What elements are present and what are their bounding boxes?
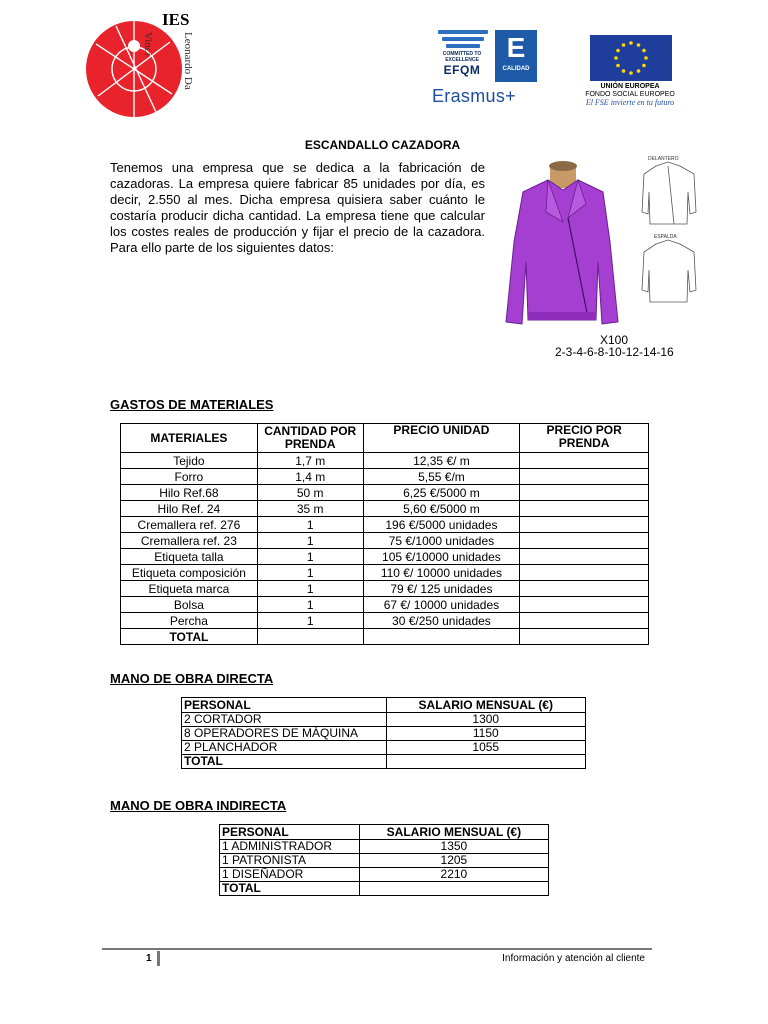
personal-cell: 2 PLANCHADOR <box>182 741 387 755</box>
eu-line-2: FONDO SOCIAL EUROPEO <box>585 91 675 98</box>
material-unit-price: 67 €/ 10000 unidades <box>363 597 520 613</box>
material-name: Etiqueta composición <box>121 565 258 581</box>
table-row <box>121 469 649 485</box>
material-unit-price: 12,35 €/ m <box>363 453 520 469</box>
total-label: TOTAL <box>182 755 387 769</box>
material-name: Etiqueta talla <box>121 549 258 565</box>
erasmus-logo: Erasmus+ <box>432 86 516 106</box>
salary-cell: 1150 <box>386 727 585 741</box>
total-label: TOTAL <box>220 882 360 896</box>
direct-labor-table <box>181 697 586 769</box>
footer-rule <box>102 948 652 950</box>
eu-star-icon <box>644 56 648 60</box>
material-garment-price <box>520 453 649 469</box>
table-row <box>121 533 649 549</box>
material-quantity: 1 <box>257 533 363 549</box>
eu-star-icon <box>614 56 618 60</box>
personal-cell: 8 OPERADORES DE MÁQUINA <box>182 727 387 741</box>
model-code: X100 <box>600 333 629 347</box>
personal-cell: 1 DISEÑADOR <box>220 868 360 882</box>
document-title: ESCANDALLO CAZADORA <box>304 138 461 152</box>
table-row <box>121 517 649 533</box>
material-quantity: 1 <box>257 565 363 581</box>
table-row <box>220 868 549 882</box>
indirect-labor-table <box>219 824 549 896</box>
jacket-image <box>498 152 698 332</box>
material-name: Hilo Ref. 24 <box>121 501 258 517</box>
material-garment-price <box>520 613 649 629</box>
calidad-letter: E <box>506 32 526 63</box>
material-garment-price <box>520 597 649 613</box>
eu-star-icon <box>629 71 633 75</box>
total-cell <box>257 629 363 645</box>
personal-cell: 2 CORTADOR <box>182 713 387 727</box>
material-unit-price: 105 €/10000 unidades <box>363 549 520 565</box>
eu-star-icon <box>642 64 646 68</box>
indirect-labor-heading: MANO DE OBRA INDIRECTA <box>110 798 287 813</box>
eu-star-icon <box>637 69 641 73</box>
salary-cell: 1055 <box>386 741 585 755</box>
material-garment-price <box>520 517 649 533</box>
page-number: 1 <box>146 953 152 964</box>
total-row <box>182 755 586 769</box>
material-quantity: 35 m <box>257 501 363 517</box>
material-name: Cremallera ref. 276 <box>121 517 258 533</box>
table-row <box>182 741 586 755</box>
total-cell <box>359 882 548 896</box>
total-cell <box>386 755 585 769</box>
eu-star-icon <box>622 69 626 73</box>
efqm-text: EFQM <box>443 63 481 77</box>
material-quantity: 50 m <box>257 485 363 501</box>
material-name: Tejido <box>121 453 258 469</box>
material-unit-price: 110 €/ 10000 unidades <box>363 565 520 581</box>
table-row <box>220 840 549 854</box>
material-quantity: 1 <box>257 517 363 533</box>
col-header-materials: MATERIALES <box>121 424 258 453</box>
material-quantity: 1,4 m <box>257 469 363 485</box>
material-unit-price: 79 €/ 125 unidades <box>363 581 520 597</box>
eu-star-icon <box>637 43 641 47</box>
material-name: Etiqueta marca <box>121 581 258 597</box>
material-name: Bolsa <box>121 597 258 613</box>
table-row <box>121 453 649 469</box>
table-row <box>121 597 649 613</box>
eu-flag-icon <box>590 35 672 81</box>
efqm-logo <box>432 30 492 82</box>
col-header-quantity: CANTIDAD POR PRENDA <box>257 424 363 453</box>
efqm-small-text: COMMITTED TO EXCELLENCE <box>442 51 482 63</box>
eu-star-icon <box>642 49 646 53</box>
salary-cell: 1300 <box>386 713 585 727</box>
table-row <box>121 549 649 565</box>
table-row <box>182 727 586 741</box>
school-name: Leonardo Da Vinci <box>142 32 194 90</box>
col-header-personal: PERSONAL <box>182 698 387 713</box>
material-quantity: 1 <box>257 581 363 597</box>
total-row <box>121 629 649 645</box>
eu-star-icon <box>616 49 620 53</box>
table-row <box>121 485 649 501</box>
col-header-personal: PERSONAL <box>220 825 360 840</box>
material-garment-price <box>520 469 649 485</box>
material-name: Percha <box>121 613 258 629</box>
calidad-logo <box>495 30 537 82</box>
material-garment-price <box>520 501 649 517</box>
back-label: ESPALDA <box>654 234 677 240</box>
material-quantity: 1 <box>257 549 363 565</box>
material-unit-price: 75 €/1000 unidades <box>363 533 520 549</box>
material-quantity: 1 <box>257 597 363 613</box>
personal-cell: 1 ADMINISTRADOR <box>220 840 360 854</box>
footer-text: Información y atención al cliente <box>502 953 645 964</box>
material-quantity: 1 <box>257 613 363 629</box>
table-row <box>220 854 549 868</box>
material-name: Hilo Ref.68 <box>121 485 258 501</box>
model-sizes: 2-3-4-6-8-10-12-14-16 <box>555 345 674 359</box>
direct-labor-heading: MANO DE OBRA DIRECTA <box>110 671 274 686</box>
material-garment-price <box>520 581 649 597</box>
material-garment-price <box>520 549 649 565</box>
material-unit-price: 30 €/250 unidades <box>363 613 520 629</box>
material-name: Forro <box>121 469 258 485</box>
salary-cell: 2210 <box>359 868 548 882</box>
total-cell <box>520 629 649 645</box>
table-row <box>121 501 649 517</box>
eu-star-icon <box>616 64 620 68</box>
table-row <box>121 581 649 597</box>
materials-heading: GASTOS DE MATERIALES <box>110 397 274 412</box>
salary-cell: 1205 <box>359 854 548 868</box>
material-unit-price: 5,55 €/m <box>363 469 520 485</box>
personal-cell: 1 PATRONISTA <box>220 854 360 868</box>
material-garment-price <box>520 485 649 501</box>
total-cell <box>363 629 520 645</box>
material-quantity: 1,7 m <box>257 453 363 469</box>
calidad-label: CALIDAD <box>502 66 530 72</box>
eu-star-icon <box>629 41 633 45</box>
col-header-unit-price: PRECIO UNIDAD <box>363 424 520 453</box>
intro-paragraph: Tenemos una empresa que se dedica a la fabricación de cazadoras. La empresa quiere fabricar 85 unidades por día, es decir, 2.550 al mes. Dicha empresa quisiera saber cuánto le costaría producir dicha cantidad. La empresa tiene que calcular los costes reales de producción y fijar el precio de la cazadora. Para ello parte de los siguientes datos: <box>110 160 485 255</box>
total-row <box>220 882 549 896</box>
efqm-lines-icon <box>432 30 492 48</box>
material-garment-price <box>520 565 649 581</box>
col-header-salary: SALARIO MENSUAL (€) <box>386 698 585 713</box>
col-header-garment-price: PRECIO POR PRENDA <box>520 424 649 453</box>
material-name: Cremallera ref. 23 <box>121 533 258 549</box>
material-garment-price <box>520 533 649 549</box>
eu-line-1: UNIÓN EUROPEA <box>600 83 660 90</box>
material-unit-price: 5,60 €/5000 m <box>363 501 520 517</box>
front-label: DELANTERO <box>648 156 679 162</box>
material-unit-price: 196 €/5000 unidades <box>363 517 520 533</box>
total-label: TOTAL <box>121 629 258 645</box>
salary-cell: 1350 <box>359 840 548 854</box>
material-unit-price: 6,25 €/5000 m <box>363 485 520 501</box>
col-header-salary: SALARIO MENSUAL (€) <box>359 825 548 840</box>
eu-star-icon <box>622 43 626 47</box>
footer-divider <box>157 951 160 966</box>
eu-slogan: El FSE invierte en tu futuro <box>585 98 675 107</box>
ies-logo-text: IES <box>162 10 190 29</box>
materials-table <box>120 423 649 645</box>
table-row <box>182 713 586 727</box>
table-row <box>121 613 649 629</box>
table-row <box>121 565 649 581</box>
